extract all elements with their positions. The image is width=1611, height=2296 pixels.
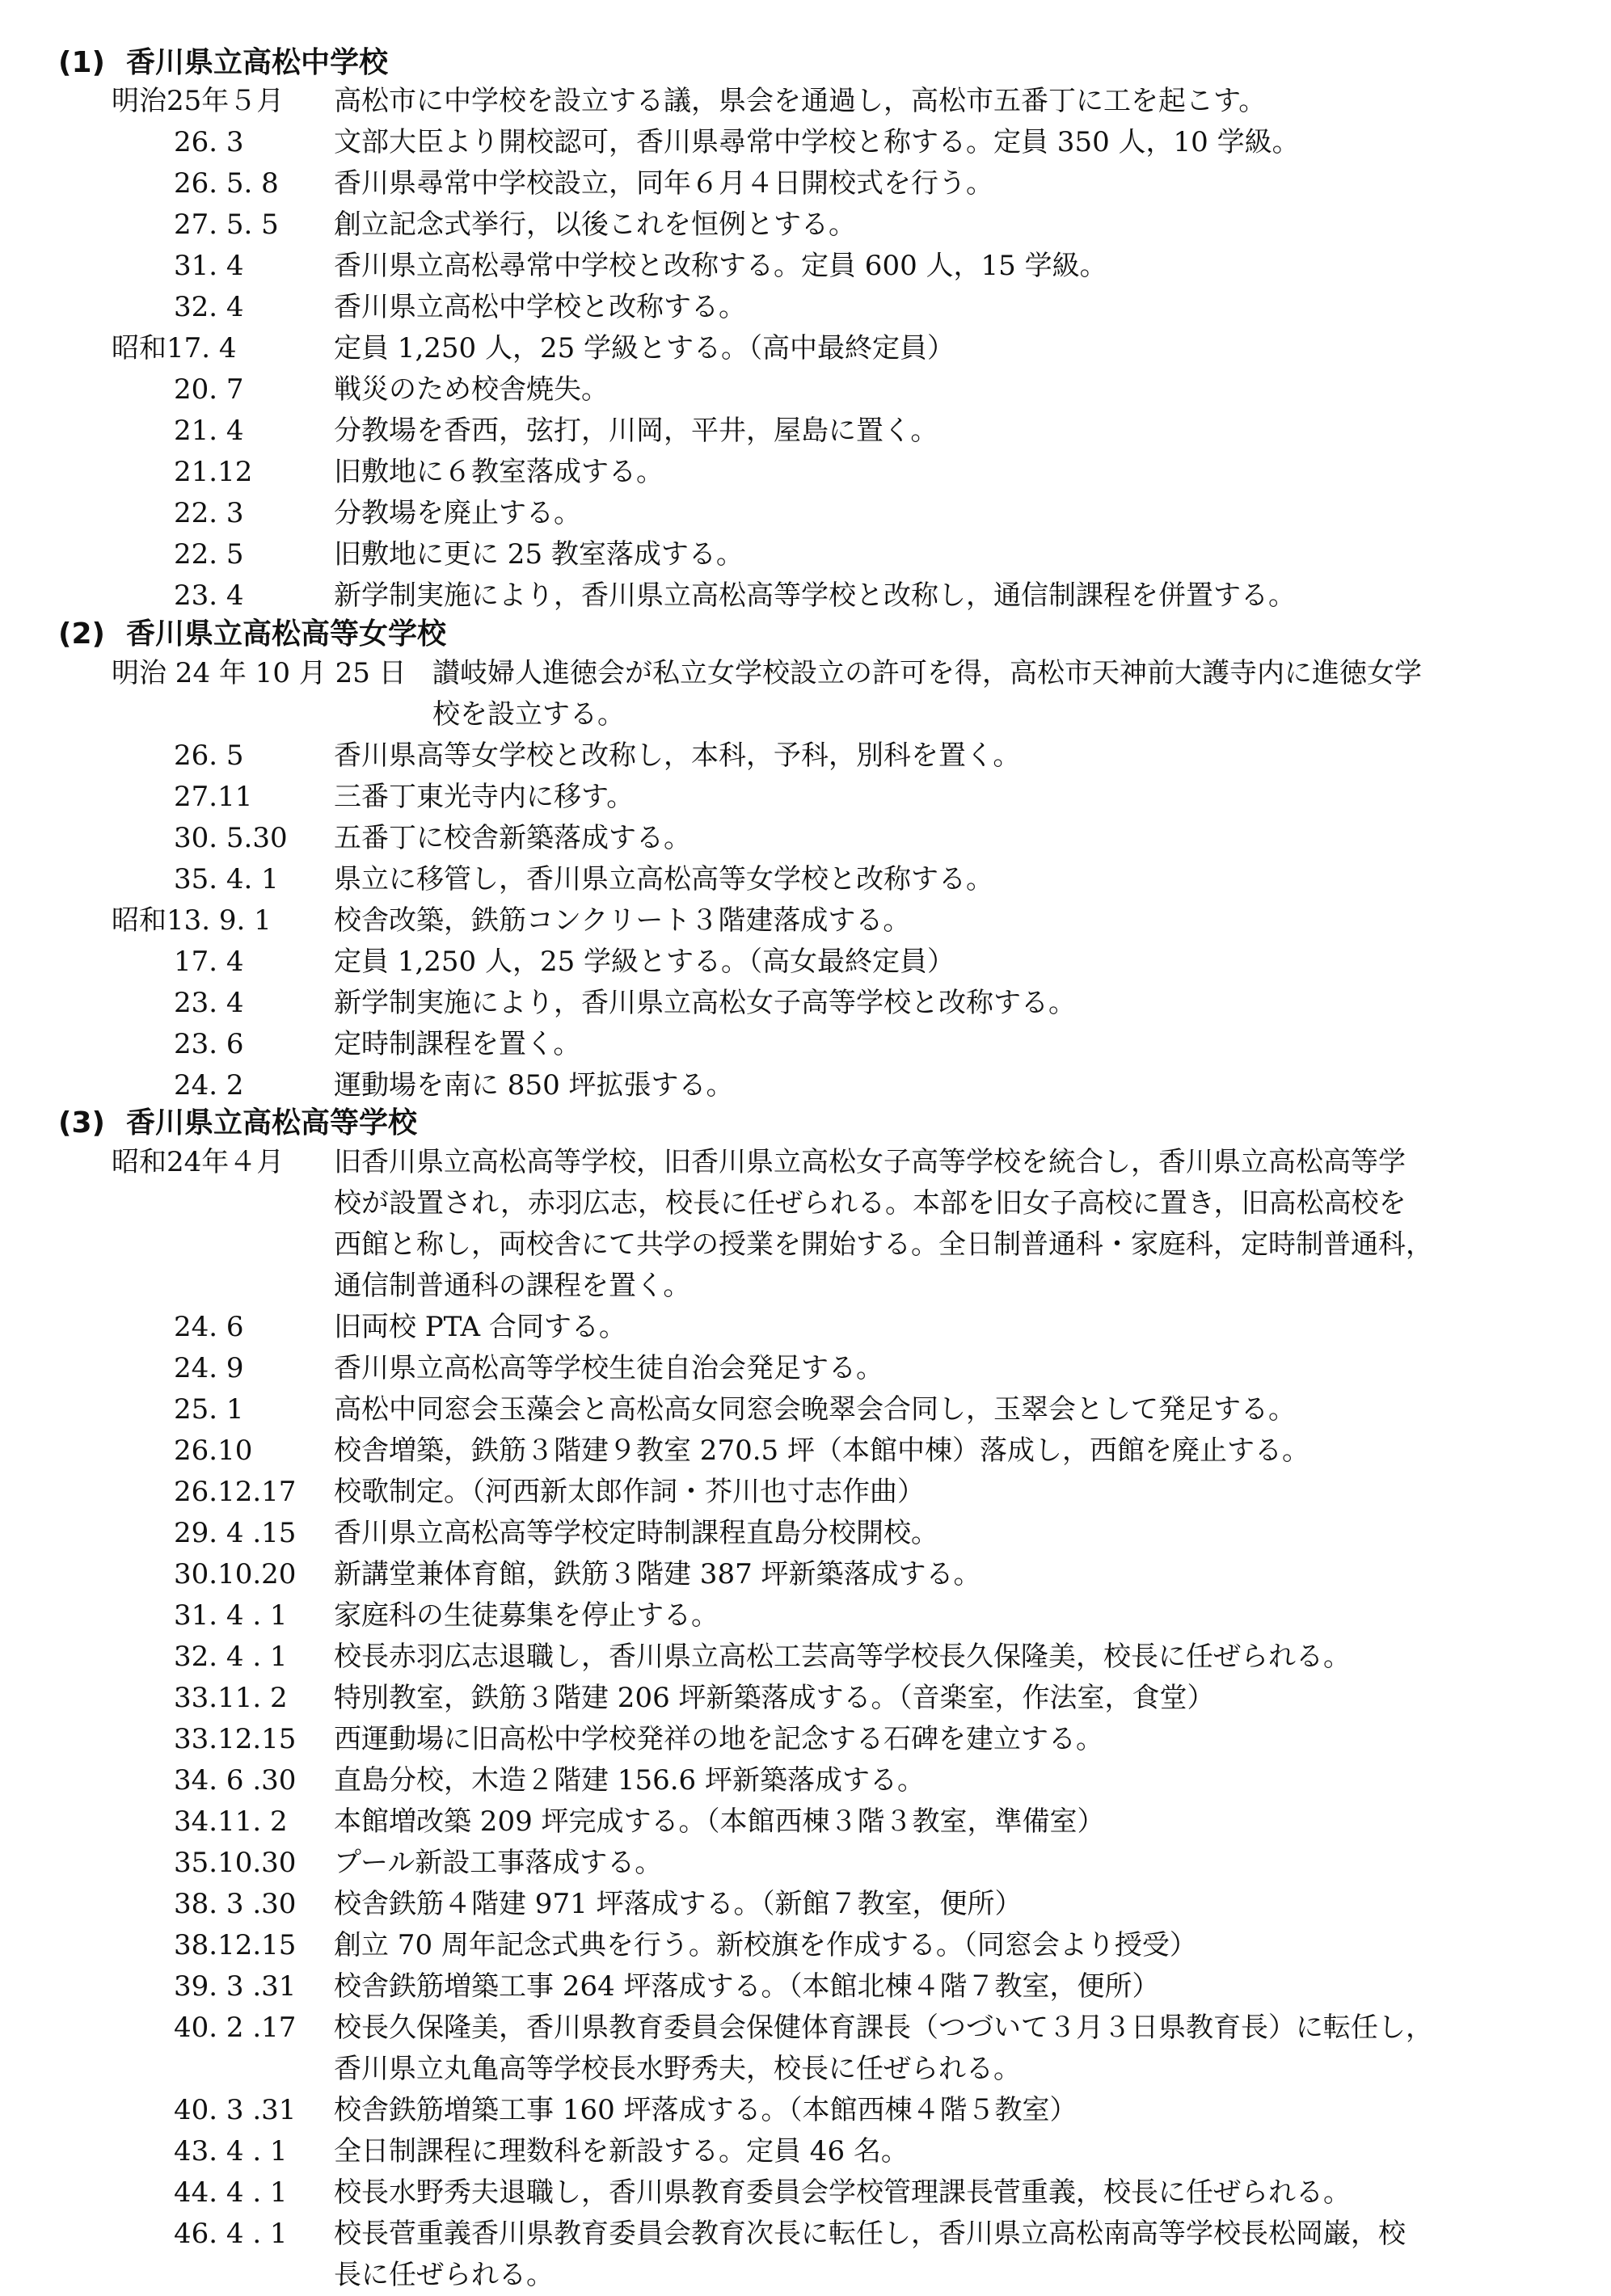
entry-date: 26. 5 <box>174 739 244 772</box>
entry-text: 香川県尋常中学校設立，同年６月４日開校式を行う。 <box>334 167 993 200</box>
entry-date: 23. 6 <box>174 1028 244 1060</box>
entry-date: 26.10 <box>174 1434 253 1467</box>
entry-text: 新学制実施により，香川県立高松高等学校と改称し，通信制課程を併置する。 <box>334 579 1296 612</box>
entry-text: 香川県高等女学校と改称し，本科，予科，別科を置く。 <box>334 739 1021 772</box>
entry-date: 昭和17. 4 <box>112 332 237 364</box>
entry-date: 33.12.15 <box>174 1723 297 1755</box>
entry-date: 44. 4 . 1 <box>174 2176 288 2209</box>
entry-text: 五番丁に校舎新築落成する。 <box>334 822 691 854</box>
section-number: (3) <box>58 1106 105 1140</box>
section-number: (2) <box>58 617 105 651</box>
entry-text: 創立記念式挙行，以後これを恒例とする。 <box>334 209 856 241</box>
entry-date: 21. 4 <box>174 415 244 447</box>
entry-date: 38.12.15 <box>174 1929 297 1961</box>
entry-text: 本館増改築 209 坪完成する。（本館西棟３階３教室，準備室） <box>334 1805 1105 1838</box>
entry-text: 校舎改築，鉄筋コンクリート３階建落成する。 <box>334 904 911 937</box>
entry-date: 23. 4 <box>174 987 244 1019</box>
entry-text: 香川県立高松尋常中学校と改称する。定員 600 人，15 学級。 <box>334 250 1107 282</box>
entry-date: 38. 3 .30 <box>174 1888 297 1920</box>
entry-text: 高松市に中学校を設立する議，県会を通過し，高松市五番丁に工を起こす。 <box>334 85 1267 117</box>
entry-date: 46. 4 . 1 <box>174 2218 288 2250</box>
section-number: (1) <box>58 46 105 79</box>
entry-text: 県立に移管し，香川県立高松高等女学校と改称する。 <box>334 863 993 895</box>
entry-text: 校歌制定。（河西新太郎作詞・芥川也寸志作曲） <box>334 1476 925 1508</box>
entry-text: 校舎鉄筋増築工事 160 坪落成する。（本館西棟４階５教室） <box>334 2094 1078 2126</box>
entry-text: 運動場を南に 850 坪拡張する。 <box>334 1069 734 1102</box>
entry-text: 旧敷地に６教室落成する。 <box>334 456 664 488</box>
entry-date: 27. 5. 5 <box>174 209 279 241</box>
entry-date: 29. 4 .15 <box>174 1517 297 1549</box>
entry-text: 分教場を廃止する。 <box>334 497 581 529</box>
entry-date: 33.11. 2 <box>174 1682 288 1714</box>
entry-date: 34. 6 .30 <box>174 1764 297 1797</box>
entry-text: 校長赤羽広志退職し，香川県立高松工芸高等学校長久保隆美，校長に任ぜられる。 <box>334 1641 1351 1673</box>
entry-date: 24. 6 <box>174 1311 244 1343</box>
entry-text: 三番丁東光寺内に移す。 <box>334 781 635 813</box>
entry-text: 戦災のため校舎焼失。 <box>334 373 609 406</box>
entry-date: 26. 3 <box>174 126 244 158</box>
section-title: 香川県立高松高等女学校 <box>126 617 447 651</box>
section-3-heading <box>58 1102 417 1144</box>
entry-text: 讃岐婦人進徳会が私立女学校設立の許可を得，高松市天神前大護寺内に進徳女学 校を設立する。 <box>432 657 1422 731</box>
entry-text: 校舎増築，鉄筋３階建９教室 270.5 坪（本館中棟）落成し，西館を廃止する。 <box>334 1434 1309 1467</box>
entry-date: 31. 4 . 1 <box>174 1599 288 1632</box>
entry-date: 40. 3 .31 <box>174 2094 297 2126</box>
entry-date: 23. 4 <box>174 579 244 612</box>
entry-text: 旧両校 PTA 合同する。 <box>334 1311 626 1343</box>
entry-text: 創立 70 周年記念式典を行う。新校旗を作成する。（同窓会より授受） <box>334 1929 1197 1961</box>
entry-date: 22. 3 <box>174 497 244 529</box>
entry-date: 30. 5.30 <box>174 822 288 854</box>
entry-text: 定員 1,250 人，25 学級とする。（高女最終定員） <box>334 946 955 978</box>
entry-date: 32. 4 <box>174 291 244 323</box>
entry-text: 旧香川県立高松高等学校，旧香川県立高松女子高等学校を統合し，香川県立高松高等学 校が設置され，赤羽広志，校長に任ぜられる。本部を旧女子高校に置き，旧高松高校を 西館と称し，両校舎にて共学の授業を開始する。全日制普通科・家庭科，定時制普通科， 通信制普通科の課程を置く。 <box>334 1146 1433 1302</box>
entry-text: 特別教室，鉄筋３階建 206 坪新築落成する。（音楽室，作法室，食堂） <box>334 1682 1215 1714</box>
entry-text: 校舎鉄筋４階建 971 坪落成する。（新館７教室，便所） <box>334 1888 1023 1920</box>
entry-text: プール新設工事落成する。 <box>334 1847 663 1879</box>
entry-text: 定員 1,250 人，25 学級とする。（高中最終定員） <box>334 332 955 364</box>
entry-date: 24. 2 <box>174 1069 244 1102</box>
entry-text: 香川県立高松中学校と改称する。 <box>334 291 746 323</box>
entry-date: 30.10.20 <box>174 1558 297 1590</box>
entry-text: 校舎鉄筋増築工事 264 坪落成する。（本館北棟４階７教室，便所） <box>334 1970 1160 2003</box>
entry-date: 26.12.17 <box>174 1476 297 1508</box>
entry-date: 34.11. 2 <box>174 1805 288 1838</box>
entry-text: 全日制課程に理数科を新設する。定員 46 名。 <box>334 2135 909 2168</box>
entry-date: 35.10.30 <box>174 1847 297 1879</box>
entry-date: 21.12 <box>174 456 253 488</box>
entry-text: 新学制実施により，香川県立高松女子高等学校と改称する。 <box>334 987 1076 1019</box>
entry-text: 西運動場に旧高松中学校発祥の地を記念する石碑を建立する。 <box>334 1723 1103 1755</box>
section-title: 香川県立高松中学校 <box>126 46 389 79</box>
entry-text: 家庭科の生徒募集を停止する。 <box>334 1599 719 1632</box>
entry-text: 校長久保隆美，香川県教育委員会保健体育課長（つづいて３月３日県教育長）に転任し， 香川県立丸亀高等学校長水野秀夫，校長に任ぜられる。 <box>334 2012 1433 2085</box>
entry-date: 35. 4. 1 <box>174 863 279 895</box>
entry-text: 新講堂兼体育館，鉄筋３階建 387 坪新築落成する。 <box>334 1558 981 1590</box>
entry-text: 校長菅重義香川県教育委員会教育次長に転任し，香川県立高松南高等学校長松岡巌，校 長に任ぜられる。 <box>334 2218 1406 2291</box>
section-2-heading <box>58 613 446 655</box>
entry-date: 40. 2 .17 <box>174 2012 297 2044</box>
section-title: 香川県立高松高等学校 <box>126 1106 418 1140</box>
entry-date: 22. 5 <box>174 538 244 571</box>
entry-date: 明治25年５月 <box>112 85 285 117</box>
entry-date: 31. 4 <box>174 250 244 282</box>
entry-text: 直島分校，木造２階建 156.6 坪新築落成する。 <box>334 1764 925 1797</box>
entry-text: 香川県立高松高等学校定時制課程直島分校開校。 <box>334 1517 938 1549</box>
entry-text: 文部大臣より開校認可，香川県尋常中学校と称する。定員 350 人，10 学級。 <box>334 126 1300 158</box>
entry-text: 定時制課程を置く。 <box>334 1028 581 1060</box>
entry-date: 24. 9 <box>174 1352 244 1384</box>
entry-date: 昭和13. 9. 1 <box>112 904 272 937</box>
entry-text: 校長水野秀夫退職し，香川県教育委員会学校管理課長菅重義，校長に任ぜられる。 <box>334 2176 1351 2209</box>
entry-date: 39. 3 .31 <box>174 1970 297 2003</box>
entry-text: 旧敷地に更に 25 教室落成する。 <box>334 538 744 571</box>
section-1-heading <box>58 42 388 84</box>
entry-date: 26. 5. 8 <box>174 167 279 200</box>
entry-text: 高松中同窓会玉藻会と高松高女同窓会晩翠会合同し，玉翠会として発足する。 <box>334 1393 1296 1426</box>
entry-text: 分教場を香西，弦打，川岡，平井，屋島に置く。 <box>334 415 938 447</box>
entry-date: 17. 4 <box>174 946 244 978</box>
entry-date: 27.11 <box>174 781 253 813</box>
entry-date: 明治 24 年 10 月 25 日 <box>112 657 407 689</box>
entry-date: 32. 4 . 1 <box>174 1641 288 1673</box>
entry-text: 香川県立高松高等学校生徒自治会発足する。 <box>334 1352 884 1384</box>
entry-date: 43. 4 . 1 <box>174 2135 288 2168</box>
entry-date: 25. 1 <box>174 1393 244 1426</box>
entry-date: 昭和24年４月 <box>112 1146 285 1178</box>
entry-date: 20. 7 <box>174 373 244 406</box>
